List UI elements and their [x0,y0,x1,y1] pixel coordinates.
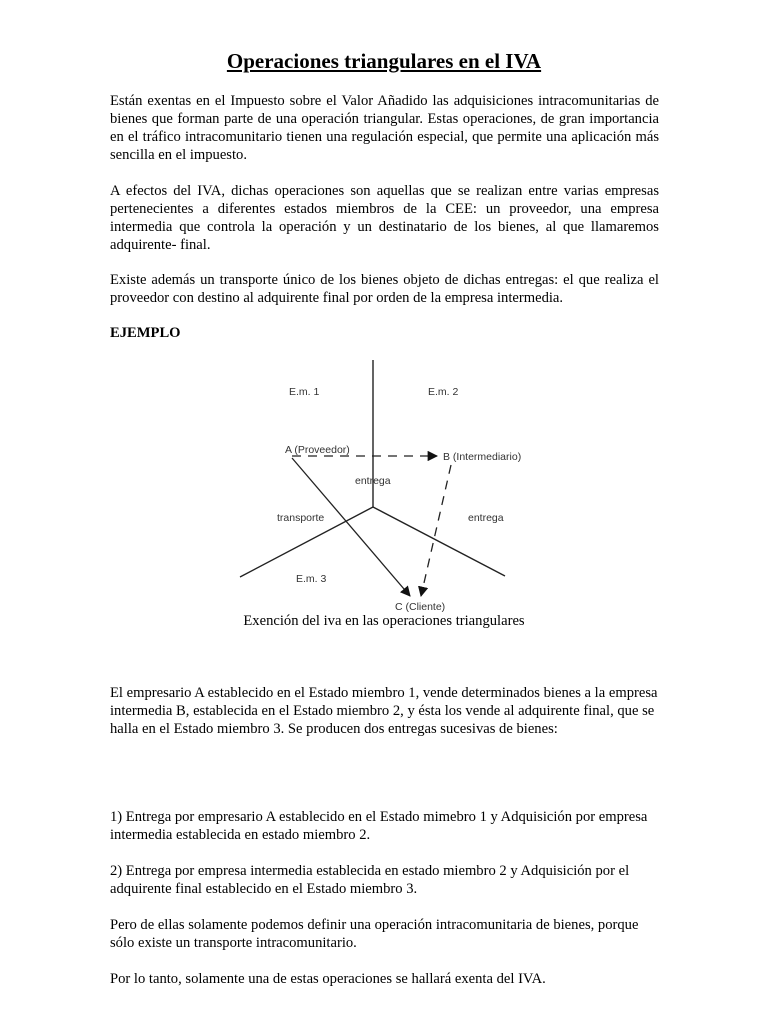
body-paragraph-2: 1) Entrega por empresario A establecido en el Estado mimebro 1 y Adquisición por empresa intermedia establecida en estado miembro 2. [110,809,648,843]
label-transporte: transporte [277,512,325,524]
label-em2: E.m. 2 [428,386,459,398]
label-cliente: C (Cliente) [395,601,446,613]
body-paragraph-1: El empresario A establecido en el Estado miembro 1, vende determinados bienes a la empresa intermedia B, establecida en el Estado miembro 2, y ésta los vende al adquirente final, que se halla en el Estado miembro 3. Se producen dos entregas sucesivas de bienes: [110,685,658,737]
intro-paragraph-2: A efectos del IVA, dichas operaciones son aquellas que se realizan entre varias empresas pertenecientes a diferentes estados miembros de la CEE: un proveedor, una empresa intermedia que controla la operación y un destinatario de los bienes, al que llamaremos adquirente- final. [110,183,659,253]
label-proveedor: A (Proveedor) [285,444,350,456]
example-heading: EJEMPLO [110,325,181,341]
label-entrega-right: entrega [468,512,504,524]
diagram-caption: Exención del iva en las operaciones triangulares [243,613,525,629]
label-entrega-top: entrega [355,475,391,487]
body-paragraph-3: 2) Entrega por empresa intermedia establecida en estado miembro 2 y Adquisición por el adquirente final establecido en el Estado miembro 3. [110,863,630,897]
label-intermediario: B (Intermediario) [443,451,522,463]
intro-paragraph-1: Están exentas en el Impuesto sobre el Valor Añadido las adquisiciones intracomunitarias de bienes que forman parte de una operación triangular. Estas operaciones, de gran importancia en el tráfico intracomunitario tienen una regulación especial, que permite una aplicación más sencilla en el impuesto. [110,93,659,163]
triangular-operation-diagram [230,350,540,615]
intro-paragraph-3: Existe además un transporte único de los bienes objeto de dichas entregas: el que realiza el proveedor con destino al adquirente final por orden de la empresa intermedia. [110,272,659,306]
page-title: Operaciones triangulares en el IVA [226,49,542,73]
body-paragraph-4: Pero de ellas solamente podemos definir una operación intracomunitaria de bienes, porque sólo existe un transporte intracomunitario. [110,917,639,951]
body-paragraph-5: Por lo tanto, solamente una de estas operaciones se hallará exenta del IVA. [110,971,546,987]
delivery-arrow-b-to-c [421,465,451,596]
label-em3: E.m. 3 [296,573,327,585]
label-em1: E.m. 1 [289,386,320,398]
